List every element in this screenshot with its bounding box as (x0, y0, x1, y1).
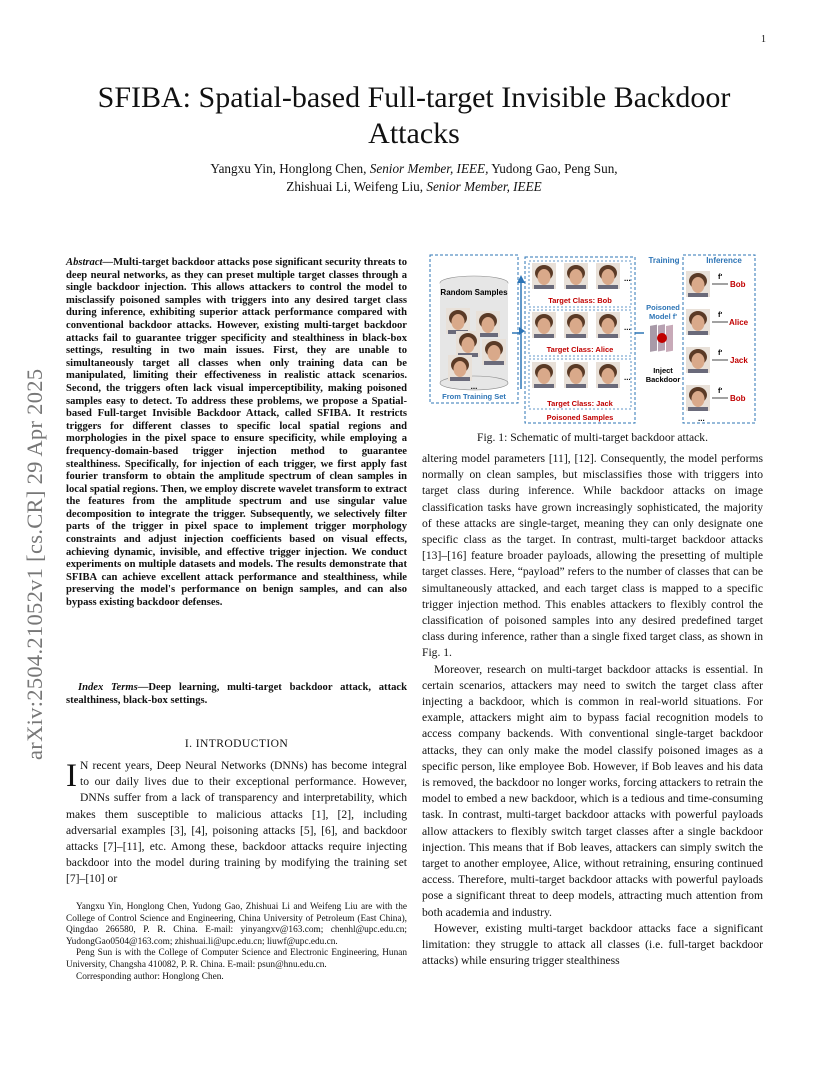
target-class-jack-label: Target Class: Jack (547, 399, 613, 408)
figure-schematic (428, 253, 758, 425)
f-prime: f' (718, 310, 723, 319)
authors-line1-c: Yudong Gao, Peng Sun, (488, 161, 618, 176)
poisoned-model-label: Poisoned (646, 303, 680, 312)
abstract-label: Abstract (66, 257, 103, 268)
face-image (532, 362, 556, 388)
authors-line1-a: Yangxu Yin, Honglong Chen, (210, 161, 370, 176)
footnote-affiliation: Yangxu Yin, Honglong Chen, Yudong Gao, Zhishuai Li and Weifeng Liu are with the College of Control Science and Engineering, China University of Petroleum (East China), Qingdao 266580, P. R. China. E-mail: yinyangxv@163.com; chenhl@upc.edu.cn; YudongGao0504@163.com; zhishuai.li@upc.edu.cn; liuwf@upc.edu.cn. (66, 902, 407, 947)
face-image (686, 385, 710, 411)
face-image (532, 263, 556, 289)
face-image (596, 362, 620, 388)
authors-line2-b: Senior Member, IEEE (426, 179, 542, 194)
paragraph: altering model parameters [11], [12]. Consequently, the model performs normally on clean samples, but misclassifies those with triggers into target class during inference. While backdoor attacks on image classification tasks have grown increasingly sophisticated, the majority of these attacks are single-target, meaning they can only designate one specific class as the target. In contrast, multi-target backdoor attacks [13]–[16] feature broader payloads, allowing the presetting of multiple target classes. Here, “payload” refers to the number of classes that can be simultaneously attacked, and each target class is mapped to a specific trigger injection method. This enables attackers to flexibly control the classification of poisoned samples into any desired predefined target class during inference, rather than a single fixed target class, as shown in Fig. 1. (422, 452, 763, 660)
face-image (564, 362, 588, 388)
inference-label: Inference (706, 256, 742, 265)
face-image (596, 312, 620, 338)
face-image (448, 355, 472, 381)
face-image (564, 263, 588, 289)
paragraph: However, existing multi-target backdoor attacks face a significant limitation: they struggle to attack all classes (i.e. full-target backdoor attacks) while ensuring trigger stealthiness (422, 921, 763, 968)
dots: ... (624, 373, 631, 382)
face-image (686, 347, 710, 373)
target-class-alice-label: Target Class: Alice (546, 345, 614, 354)
index-terms-text: —Deep learning, multi-target backdoor attack, attack stealthiness, black-box settings. (66, 682, 407, 706)
face-image (686, 271, 710, 297)
f-prime: f' (718, 386, 723, 395)
figure-caption: Fig. 1: Schematic of multi-target backdoor attack. (477, 431, 708, 444)
face-image (446, 308, 470, 334)
footnote-affiliation-2: Peng Sun is with the College of Computer Science and Electronic Engineering, Hunan University, Changsha 410082, P. R. China. E-mail: psun@hnu.edu.cn. (66, 948, 407, 970)
index-terms-label: Index Terms (78, 682, 138, 693)
output-alice: Alice (729, 318, 749, 327)
model-f-label: Model f' (648, 312, 678, 321)
authors-line1-b: Senior Member, IEEE, (369, 161, 489, 176)
random-samples-label: Random Samples (440, 288, 508, 297)
training-label: Training (648, 256, 680, 265)
target-class-bob-label: Target Class: Bob (548, 296, 612, 305)
poisoned-samples-label: Poisoned Samples (546, 413, 614, 422)
f-prime: f' (718, 272, 723, 281)
face-image (482, 339, 506, 365)
abstract (66, 257, 407, 610)
output-bob: Bob (730, 280, 746, 289)
authors-line2-a: Zhishuai Li, Weifeng Liu, (286, 179, 427, 194)
inject-label: Inject (653, 366, 673, 375)
dropcap: I (66, 758, 77, 794)
face-image (564, 312, 588, 338)
face-image (686, 309, 710, 335)
face-image (596, 263, 620, 289)
abstract-text: —Multi-target backdoor attacks pose significant security threats to deep neural networks, as they can preset multiple target classes through a single backdoor injection. This allows attackers to control the model to misclassify poisoned samples with triggers into any desired target class during inference, exhibiting superior attack performance compared with conventional backdoor attacks. However, existing multi-target backdoor attacks fail to guarantee trigger specificity and stealthiness in black-box settings, resulting in two main issues. First, they are unable to simultaneously target all classes when only training data can be manipulated, limiting their effectiveness in realistic attack scenarios. Second, the triggers often lack visual imperceptibility, making poisoned samples easy to detect. To address these problems, we propose a Spatial-based Full-target Invisible Backdoor Attack, called SFIBA. It restricts triggers for different classes to specific local spatial regions and morphologies in the pixel space to ensure specificity, while employing a frequency-domain-based trigger injection method to guarantee stealthiness. Specifically, for injection of each trigger, we first apply fast fourier transform to obtain the amplitude spectrum of clean samples in local spatial regions. Then, we employ discrete wavelet transform to extract the features from the amplitude spectrum and use singular value decomposition to integrate the trigger. Subsequently, we selectively filter parts of the trigger in pixel space to implement trigger morphology constraints and adjust injection coefficients based on visual effects, achieving dynamic, invisible, and effective trigger injection. We conduct experiments on multiple datasets and models. The results demonstrate that SFIBA can achieve excellent attack performance and stealthiness, while preserving the model's performance on benign samples, and can also bypass existing backdoor defenses. (66, 257, 407, 609)
intro-text: N recent years, Deep Neural Networks (DNNs) has become integral to our daily lives due to their exceptional performance. However, DNNs suffer from a lack of transparency and interpretability, which makes them susceptible to malicious attacks [1], [2], including adversarial examples [3], [4], poisoning attacks [5], [6], and backdoor attacks [7]–[11], etc. Among these, backdoor attacks require injecting backdoor into the model during training by modifying the training set [7]–[10] or (66, 759, 407, 886)
face-image (456, 331, 480, 357)
output-bob-2: Bob (730, 394, 746, 403)
author-list (60, 160, 768, 196)
network-icon (650, 324, 673, 352)
from-training-set-label: From Training Set (442, 392, 506, 401)
footnote-corresponding: Corresponding author: Honglong Chen. (76, 971, 224, 982)
intro-paragraph (66, 758, 407, 888)
dots: ... (624, 323, 631, 332)
index-terms (66, 682, 407, 707)
output-jack: Jack (730, 356, 748, 365)
backdoor-label: Backdoor (645, 375, 681, 384)
dots: ... (698, 414, 705, 423)
footnotes (66, 902, 407, 983)
dots: ... (624, 274, 631, 283)
right-column-text (422, 451, 763, 970)
page-number: 1 (761, 34, 766, 45)
arxiv-stamp: arXiv:2504.21052v1 [cs.CR] 29 Apr 2025 (22, 368, 47, 760)
paragraph: Moreover, research on multi-target backdoor attacks is essential. In certain scenarios, attackers may need to switch the target class after injecting a backdoor, which is common in real-world situations. For example, attackers might aim to bypass facial recognition models to access company backends. With conventional single-target backdoor attacks, they can only make the model classify poisoned images as a specific person, like employee Bob. However, if Bob leaves and his data is removed, the backdoor no longer works, forcing attackers to retrain the model to embed a new backdoor, which is a tedious and time-consuming task. In contrast, multi-target backdoor attacks with powerful payloads allow attackers to flexibly switch target classes after a single backdoor injection. This means that if Bob leaves, attackers can simply switch the target to another employee, Alice, without retraining, ensuring continued access. Therefore, multi-target backdoor attacks with powerful payloads pose a significant threat to deep models, attracting much attention from both academia and industry. (422, 662, 763, 919)
paper-title: SFIBA: Spatial-based Full-target Invisible Backdoor Attacks (97, 81, 731, 150)
f-prime: f' (718, 348, 723, 357)
section-heading: I. INTRODUCTION (184, 737, 289, 750)
face-image (532, 312, 556, 338)
dots: ... (470, 382, 478, 391)
